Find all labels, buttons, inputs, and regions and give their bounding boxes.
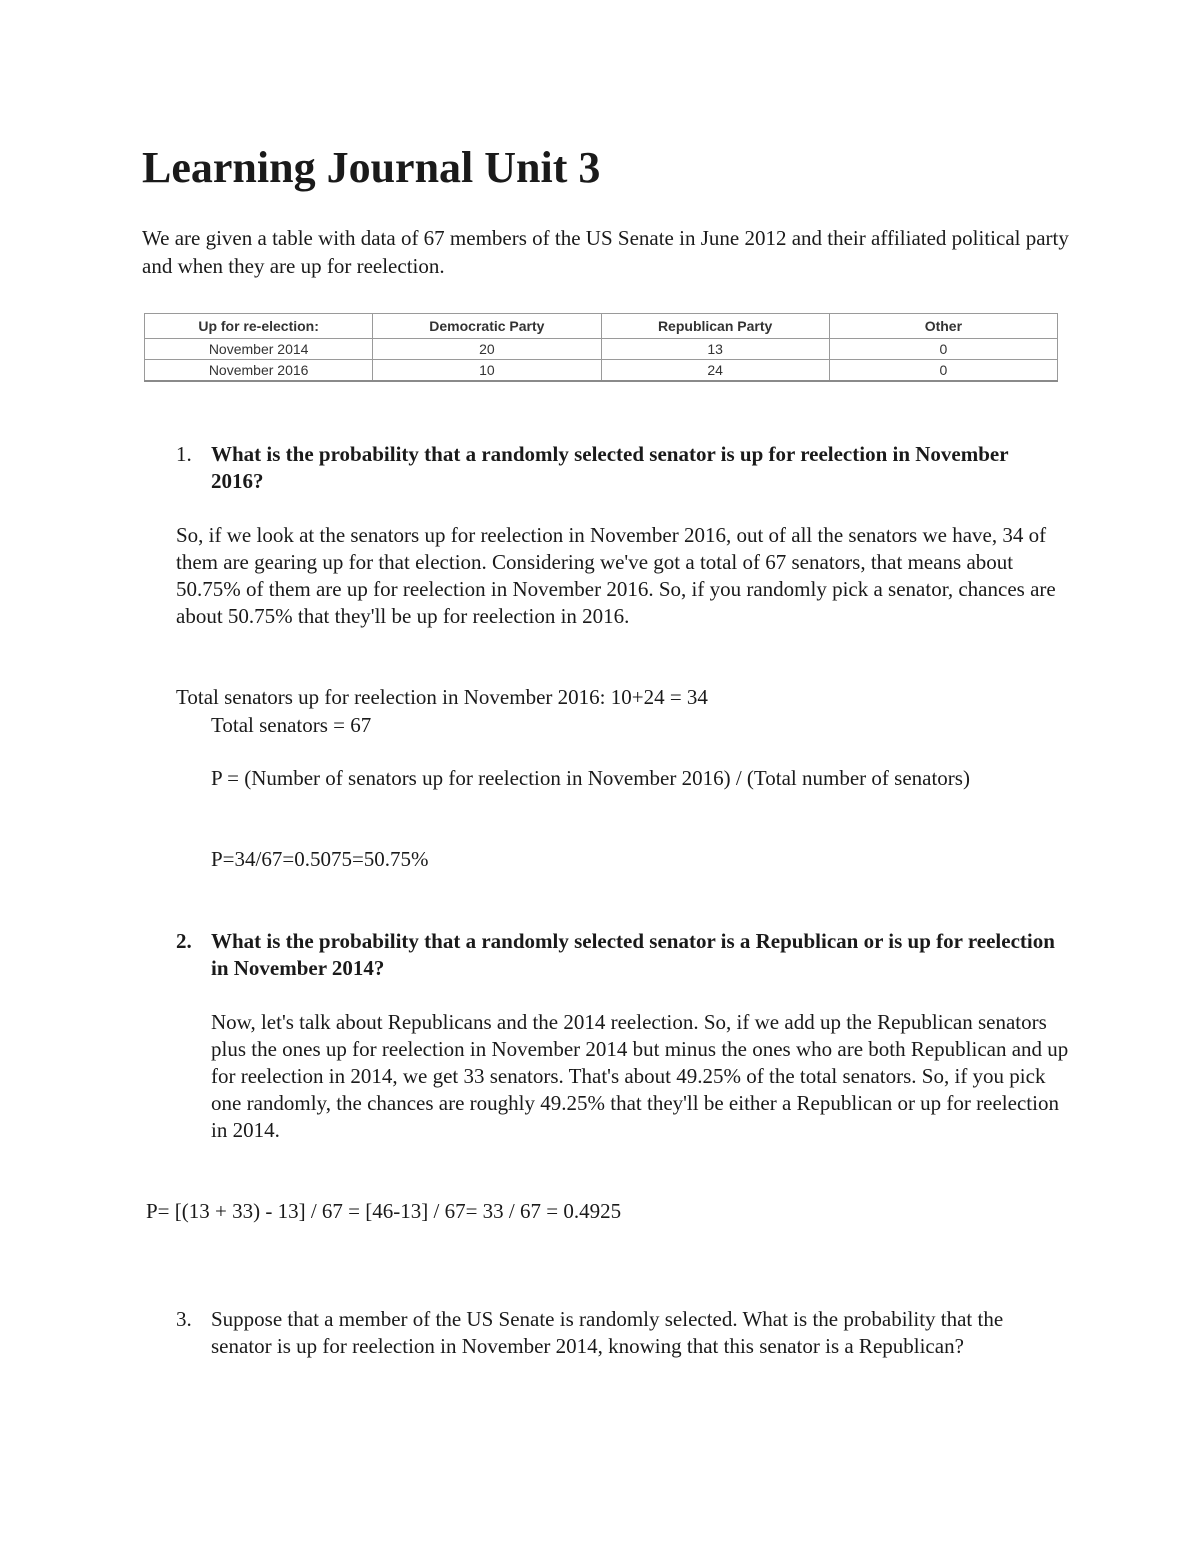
table-row: [145, 360, 1058, 382]
table-header: Other: [829, 314, 1057, 339]
table-cell: November 2016: [145, 360, 373, 382]
table-header: Democratic Party: [373, 314, 601, 339]
table-cell: 10: [373, 360, 601, 382]
table-cell: 0: [829, 360, 1057, 382]
question-1-calc-total-up: Total senators up for reelection in November 2016: 10+24 = 34: [176, 685, 708, 709]
table-cell: November 2014: [145, 339, 373, 360]
question-3-text: Suppose that a member of the US Senate is randomly selected. What is the probability that the senator is up for reelection in November 2014, knowing that this senator is a Republican?: [211, 1307, 1004, 1358]
question-2-answer: Now, let's talk about Republicans and the 2014 reelection. So, if we add up the Republican senators plus the ones up for reelection in November 2014 but minus the ones who are both Republican and up for reelection in 2014, we get 33 senators. That's about 49.25% of the total senators. So, if you pick one randomly, the chances are roughly 49.25% that they'll be either a Republican or up for reelection in 2014.: [211, 1010, 1069, 1142]
intro-paragraph: We are given a table with data of 67 members of the US Senate in June 2012 and their affiliated political party and when they are up for reelection.: [142, 226, 1069, 278]
question-3-number: 3.: [176, 1307, 192, 1331]
senate-table: [144, 313, 1058, 382]
table-header: Up for re-election:: [145, 314, 373, 339]
question-2-text: What is the probability that a randomly selected senator is a Republican or is up for reelection in November 2014?: [211, 929, 1055, 980]
question-1-calc-formula: P = (Number of senators up for reelection in November 2016) / (Total number of senators): [211, 766, 970, 790]
table-cell: 24: [601, 360, 829, 382]
table-row: [145, 339, 1058, 360]
question-1-number: 1.: [176, 442, 192, 466]
page-title: Learning Journal Unit 3: [142, 143, 601, 192]
table-header: Republican Party: [601, 314, 829, 339]
table-header-row: [145, 314, 1058, 339]
question-2-number: 2.: [176, 929, 192, 953]
table-cell: 20: [373, 339, 601, 360]
table-cell: 0: [829, 339, 1057, 360]
table-cell: 13: [601, 339, 829, 360]
question-1-answer: So, if we look at the senators up for reelection in November 2016, out of all the senators we have, 34 of them are gearing up for that election. Considering we've got a total of 67 senators, that means about 50.75% of them are up for reelection in November 2016. So, if you randomly pick a senator, chances are about 50.75% that they'll be up for reelection in 2016.: [176, 523, 1056, 628]
question-1-text: What is the probability that a randomly selected senator is up for reelection in November 2016?: [211, 442, 1009, 493]
question-1-calc-total: Total senators = 67: [211, 713, 372, 737]
question-1-calc-result: P=34/67=0.5075=50.75%: [211, 847, 429, 871]
question-2-calc: P= [(13 + 33) - 13] / 67 = [46-13] / 67= 33 / 67 = 0.4925: [146, 1199, 622, 1223]
